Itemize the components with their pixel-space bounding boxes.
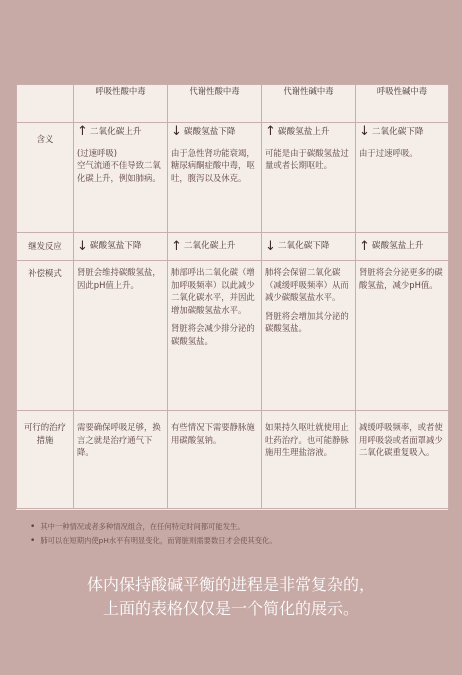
cell-text: 肾脏将会增加其分泌的碳酸氢盐。 bbox=[265, 310, 349, 333]
treatment-row bbox=[17, 411, 449, 509]
table-cell bbox=[356, 233, 449, 261]
cell-heading: 碳酸氢盐上升 bbox=[371, 241, 424, 252]
cell-text: 有些情况下需要静脉施用碳酸氢钠。 bbox=[171, 422, 255, 445]
footnote-item bbox=[30, 520, 450, 534]
cell-direction bbox=[171, 240, 258, 253]
down-arrow-icon: ↓ bbox=[359, 124, 370, 140]
up-arrow-icon: ↑ bbox=[77, 124, 88, 140]
cell-text: 减缓呼吸频率，或者使用呼吸袋或者面罩减少二氧化碳重复吸入。 bbox=[359, 422, 443, 457]
table-cell bbox=[168, 233, 262, 261]
up-arrow-icon: ↑ bbox=[265, 124, 276, 140]
footnote-item bbox=[30, 534, 450, 548]
cell-direction bbox=[77, 126, 164, 139]
down-arrow-icon: ↓ bbox=[77, 238, 88, 254]
cell-text: 如果持久呕吐就使用止吐药治疗。也可能静脉施用生理盐溶液。 bbox=[265, 422, 349, 457]
compensation-row bbox=[17, 261, 449, 411]
cell-text: 肺将会保留二氧化碳（减缓呼吸频率）从而减少碳酸氢盐水平。 bbox=[265, 267, 349, 302]
table-cell bbox=[74, 261, 168, 411]
table-cell bbox=[74, 233, 168, 261]
cell-direction bbox=[77, 240, 164, 253]
table-cell bbox=[168, 123, 262, 233]
cell-text: (过速呼吸) bbox=[77, 147, 118, 158]
column-header: 代谢性酸中毒 bbox=[168, 85, 262, 123]
cell-text: 可能是由于碳酸氢盐过量或者长期呕吐。 bbox=[265, 147, 349, 170]
summary-line: 体内保持酸碱平衡的进程是非常复杂的， bbox=[86, 575, 375, 594]
column-header: 代谢性碱中毒 bbox=[262, 85, 356, 123]
up-arrow-icon: ↑ bbox=[171, 238, 182, 254]
bullet-icon: • bbox=[30, 522, 36, 532]
table-cell bbox=[74, 411, 168, 509]
summary-line: 上面的表格仅仅是一个简化的展示。 bbox=[102, 599, 359, 618]
cell-heading: 碳酸氢盐上升 bbox=[277, 127, 330, 137]
cell-direction bbox=[359, 240, 445, 253]
table-cell bbox=[356, 123, 449, 233]
cell-heading: 二氧化碳下降 bbox=[371, 127, 424, 137]
corner-cell bbox=[17, 85, 74, 123]
table-cell bbox=[262, 233, 356, 261]
table-cell bbox=[262, 261, 356, 411]
table-cell bbox=[168, 261, 262, 411]
cell-heading: 二氧化碳上升 bbox=[183, 241, 236, 252]
column-header: 呼吸性酸中毒 bbox=[74, 85, 168, 123]
table-cell bbox=[356, 411, 449, 509]
header-row bbox=[17, 85, 449, 123]
cell-direction bbox=[359, 126, 445, 139]
footnote-text: 其中一种情况或者多种情况组合，在任何特定时间都可能发生。 bbox=[40, 522, 245, 531]
table-cell bbox=[168, 411, 262, 509]
cell-direction bbox=[171, 126, 258, 139]
cause-row bbox=[17, 123, 449, 233]
row-label: 可行的治疗措施 bbox=[17, 411, 74, 509]
cell-text: 由于过速呼吸。 bbox=[359, 147, 418, 158]
cell-heading: 碳酸氢盐下降 bbox=[89, 241, 142, 252]
cell-heading: 碳酸氢盐下降 bbox=[183, 127, 236, 137]
down-arrow-icon: ↓ bbox=[171, 124, 182, 140]
table-cell bbox=[262, 411, 356, 509]
summary-caption bbox=[0, 573, 462, 621]
bullet-icon: • bbox=[30, 536, 36, 546]
column-header: 呼吸性碱中毒 bbox=[356, 85, 449, 123]
cell-text: 肾脏会维持碳酸氢盐，因此pH值上升。 bbox=[77, 267, 161, 290]
down-arrow-icon: ↓ bbox=[265, 238, 276, 254]
table-cell bbox=[262, 123, 356, 233]
secondary-row bbox=[17, 233, 449, 261]
up-arrow-icon: ↑ bbox=[359, 238, 370, 254]
row-label: 补偿模式 bbox=[17, 261, 74, 411]
table-cell bbox=[356, 261, 449, 411]
cell-text: 由于急性肾功能衰竭，糖尿病酮症酸中毒，呕吐，腹泻以及休克。 bbox=[171, 147, 255, 183]
footnotes bbox=[30, 520, 450, 548]
cell-heading: 二氧化碳下降 bbox=[277, 241, 330, 252]
cell-text: 肾脏将会减少排分泌的碳酸氢盐。 bbox=[171, 323, 255, 346]
acid-base-table bbox=[16, 84, 449, 509]
table-cell bbox=[74, 123, 168, 233]
acid-base-table-card bbox=[16, 84, 448, 510]
row-label: 继发反应 bbox=[17, 233, 74, 261]
cell-heading: 二氧化碳上升 bbox=[89, 127, 142, 137]
cell-direction bbox=[265, 240, 352, 253]
cell-text: 肾脏将会分泌更多的碳酸氢盐，减少pH值。 bbox=[359, 267, 443, 290]
footnote-text: 肺可以在短期内使pH水平有明显变化，而肾脏则需要数日才会使其变化。 bbox=[40, 536, 277, 545]
cell-text: 需要确保呼吸足够，换言之就是治疗通气下降。 bbox=[77, 422, 161, 457]
cell-direction bbox=[265, 126, 352, 139]
cell-text: 肺部呼出二氧化碳（增加呼吸频率）以此减少二氧化碳水平，并因此增加碳酸氢盐水平。 bbox=[171, 267, 255, 315]
row-label: 含义 bbox=[17, 123, 74, 233]
cell-text: 空气流通不佳导致二氧化碳上升，例如肺病。 bbox=[77, 160, 161, 183]
